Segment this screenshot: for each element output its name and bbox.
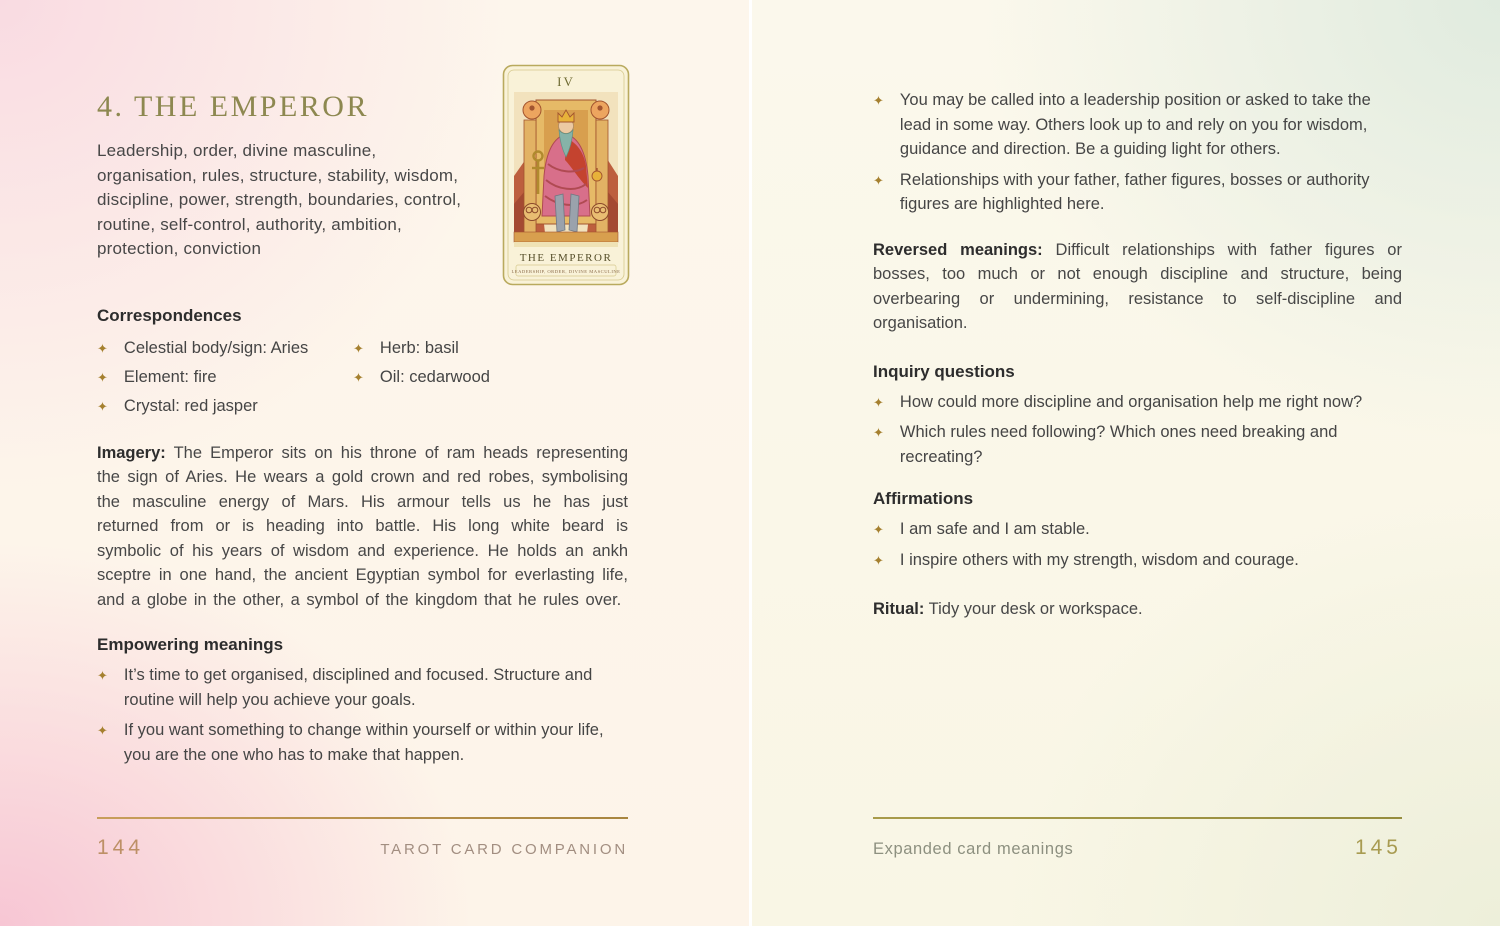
page-title: 4. THE EMPEROR — [97, 90, 369, 123]
left-page-footer — [97, 817, 628, 860]
correspondence-text: Celestial body/sign: Aries — [123, 338, 309, 357]
upright-meaning-text: You may be called into a leadership position or asked to take the lead in some way. Others look up to and rely on you for wisdom, guidance and direction. Be a guiding light for others. — [899, 91, 1371, 158]
correspondence-text: Element: fire — [123, 367, 217, 386]
imagery-text: The Emperor sits on his throne of ram heads representing the sign of Aries. He wears a gold crown and red robes, symbolising the masculine energy of Mars. His armour tells us he has just returned from or is heading into battle. His long white beard is symbolic of his years of wisdom and experience. He holds an ankh sceptre in one hand, the ancient Egyptian symbol for everlasting life, and a globe in the other, a symbol of the kingdom that he rules over. — [97, 443, 629, 609]
empowering-meanings-heading: Empowering meanings — [97, 635, 284, 654]
diamond-bullet-icon: ✦ — [873, 172, 884, 188]
list-item — [873, 390, 1402, 415]
card-keywords: Leadership, order, divine masculine, organisation, rules, structure, stability, wisdom, discipline, power, strength, boundaries, control, routine, self-control, authority, ambition, protection, conviction — [97, 141, 462, 258]
ritual-text: Tidy your desk or workspace. — [928, 600, 1143, 618]
list-item — [353, 337, 490, 359]
diamond-bullet-icon: ✦ — [97, 723, 108, 738]
right-page — [752, 0, 1500, 926]
diamond-bullet-icon: ✦ — [97, 668, 108, 683]
upright-meanings-list — [873, 88, 1402, 217]
left-page-content — [0, 0, 749, 767]
correspondences-column-1 — [97, 337, 353, 424]
empowering-meaning-text: If you want something to change within yourself or within your life, you are the one who has to make that happen. — [123, 721, 604, 764]
imagery-paragraph — [97, 441, 628, 613]
reversed-meanings-text: Difficult relationships with father figures or bosses, too much or not enough discipline and structure, being overbearing or undermining, resistance to self-discipline and organisation. — [873, 240, 1402, 332]
diamond-bullet-icon: ✦ — [873, 93, 884, 108]
left-page — [0, 0, 749, 926]
correspondence-text: Oil: cedarwood — [379, 367, 490, 386]
inquiry-question-text: Which rules need following? Which ones need breaking and recreating? — [899, 423, 1338, 466]
diamond-bullet-icon: ✦ — [873, 394, 884, 410]
footer-rule — [97, 817, 628, 819]
footer-rule — [873, 817, 1402, 819]
reversed-meanings-label: Reversed meanings: — [873, 240, 1043, 259]
diamond-bullet-icon: ✦ — [353, 340, 364, 356]
diamond-bullet-icon: ✦ — [873, 425, 884, 440]
correspondences-column-2 — [353, 337, 490, 424]
page-number: 145 — [1354, 836, 1402, 859]
card-name: THE EMPEROR — [519, 252, 613, 264]
diamond-bullet-icon: ✦ — [97, 369, 108, 385]
page-number: 144 — [97, 836, 145, 859]
inquiry-questions-heading: Inquiry questions — [873, 361, 1015, 381]
affirmation-text: I inspire others with my strength, wisdom and courage. — [899, 550, 1299, 569]
list-item — [97, 337, 353, 359]
diamond-bullet-icon: ✦ — [97, 340, 108, 356]
ritual-label: Ritual: — [873, 600, 925, 618]
emperor-tarot-card — [502, 64, 630, 286]
right-page-content — [752, 0, 1500, 622]
correspondences-heading: Correspondences — [97, 305, 242, 325]
empowering-meaning-text: It’s time to get organised, disciplined and focused. Structure and routine will help you achieve your goals. — [123, 666, 593, 709]
imagery-label: Imagery: — [97, 443, 166, 462]
list-item — [97, 718, 628, 767]
card-numeral: IV — [557, 74, 575, 89]
right-page-footer — [873, 817, 1402, 860]
affirmations-heading: Affirmations — [873, 489, 974, 508]
inquiry-questions-list — [873, 390, 1402, 470]
diamond-bullet-icon: ✦ — [353, 369, 364, 385]
list-item — [873, 168, 1402, 217]
empowering-meanings-list — [97, 663, 628, 767]
list-item — [353, 366, 490, 388]
emperor-card-illustration — [502, 64, 630, 286]
affirmation-text: I am safe and I am stable. — [899, 520, 1090, 538]
list-item — [97, 366, 353, 388]
list-item — [97, 395, 353, 417]
card-caption: Leadership, order, divine masculine — [511, 269, 621, 274]
diamond-bullet-icon: ✦ — [873, 552, 884, 568]
section-title: Expanded card meanings — [873, 840, 1074, 858]
list-item — [873, 420, 1402, 469]
list-item — [97, 663, 628, 712]
correspondence-text: Herb: basil — [379, 338, 459, 357]
correspondences-list — [97, 337, 628, 424]
diamond-bullet-icon: ✦ — [97, 398, 108, 414]
list-item — [873, 88, 1402, 162]
correspondence-text: Crystal: red jasper — [123, 396, 258, 415]
ritual-paragraph — [873, 597, 1402, 622]
book-title: TAROT CARD COMPANION — [380, 841, 628, 858]
list-item — [873, 548, 1402, 573]
list-item — [873, 517, 1402, 542]
inquiry-question-text: How could more discipline and organisation help me right now? — [899, 392, 1363, 411]
reversed-meanings-paragraph — [873, 238, 1402, 336]
upright-meaning-text: Relationships with your father, father figures, bosses or authority figures are highlighted here. — [899, 170, 1370, 213]
diamond-bullet-icon: ✦ — [873, 522, 884, 537]
affirmations-list — [873, 517, 1402, 572]
